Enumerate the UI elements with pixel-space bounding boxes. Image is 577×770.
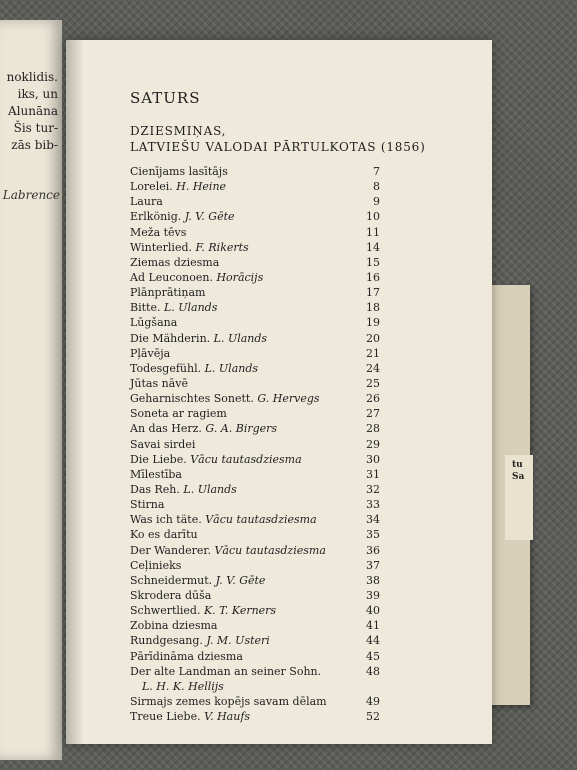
toc-entry-title: Soneta ar ragiem [130, 407, 227, 421]
toc-entry [130, 164, 380, 179]
toc-entry-page-number: 19 [366, 316, 380, 330]
toc-entry [130, 270, 380, 285]
section-title-line-2: LATVIEŠU VALODAI PĀRTULKOTAS (1856) [130, 140, 426, 154]
toc-entry-page-number: 41 [366, 619, 380, 633]
toc-entry [130, 361, 380, 376]
toc-entry-page-number: 29 [366, 437, 380, 451]
toc-entry [130, 633, 380, 648]
toc-entry-page-number: 14 [366, 240, 380, 254]
toc-entry-page-number: 28 [366, 422, 380, 436]
toc-entry-page-number: 10 [366, 210, 380, 224]
toc-entry [130, 391, 380, 406]
toc-entry-title: Pārīdināma dziesma [130, 649, 243, 663]
toc-entry-page-number: 18 [366, 301, 380, 315]
toc-entry-page-number: 15 [366, 255, 380, 269]
left-page-line: noklidis. [6, 70, 58, 84]
toc-entry-author: L. Ulands [204, 361, 259, 375]
toc-entry-page-number: 21 [366, 346, 380, 360]
toc-entry-title: Was ich täte. Vācu tautasdziesma [130, 513, 317, 527]
toc-entry-author: J. V. Gēte [215, 573, 266, 587]
toc-entry-title: Laura [130, 195, 163, 209]
toc-entry-title: Mīlestība [130, 467, 182, 481]
toc-entry-author: K. T. Kerners [203, 604, 277, 618]
toc-entry [130, 300, 380, 315]
toc-entry [130, 240, 380, 255]
toc-entry-author: L. H. K. Hellijs [142, 679, 224, 693]
toc-entry-author: Vācu tautasdziesma [190, 452, 302, 466]
toc-entry-title: Savai sirdei [130, 437, 196, 451]
toc-entry-title: Geharnischtes Sonett. G. Hervegs [130, 392, 320, 406]
book-page [66, 40, 492, 744]
toc-entry [130, 588, 380, 603]
toc-entry [130, 437, 380, 452]
toc-entry [130, 255, 380, 270]
toc-entry-title: Schneidermut. J. V. Gēte [130, 573, 266, 587]
toc-entry-author: H. Heine [176, 180, 227, 194]
toc-entry-author: L. Ulands [163, 301, 218, 315]
toc-entry-page-number: 48 [366, 664, 380, 678]
toc-entry [130, 482, 380, 497]
slip-text: tu [512, 460, 523, 470]
left-page-edge [0, 20, 62, 760]
toc-entry [130, 709, 380, 724]
left-page-line: Šis tur- [13, 121, 58, 135]
slip-text: Sa [512, 472, 525, 482]
toc-entry-author: Vācu tautasdziesma [205, 513, 317, 527]
toc-entry-title: Ad Leuconoen. Horācijs [130, 270, 264, 284]
left-page-line: Alunāna [8, 104, 58, 118]
toc-entry-page-number: 24 [366, 361, 380, 375]
toc-entry-page-number: 30 [366, 452, 380, 466]
toc-entry [130, 346, 380, 361]
toc-entry-page-number: 40 [366, 604, 380, 618]
toc-entry-title: Cienījams lasītājs [130, 165, 228, 178]
toc-entry-page-number: 37 [366, 558, 380, 572]
toc-entry-page-number: 11 [366, 225, 380, 239]
toc-entry-title: Erlkönig. J. V. Gēte [130, 210, 235, 224]
toc-entry [130, 376, 380, 391]
toc-entry [130, 543, 380, 558]
toc-entry-title: Der alte Landman an seiner Sohn. [130, 664, 322, 678]
toc-entry [130, 618, 380, 633]
toc-entry [130, 694, 380, 709]
toc-entry [130, 467, 380, 482]
toc-entry-author: L. Ulands [183, 482, 237, 496]
toc-entry-page-number: 52 [366, 709, 380, 723]
toc-entry [130, 558, 380, 573]
toc-entry [130, 315, 380, 330]
toc-entry [130, 512, 380, 527]
toc-entry-title: Die Liebe. Vācu tautasdziesma [130, 452, 302, 466]
toc-entry-page-number: 35 [366, 528, 380, 542]
left-page-line: zās bib- [11, 138, 58, 152]
toc-entry-title: Bitte. L. Ulands [130, 301, 218, 315]
left-page-signature: Labrence [2, 188, 60, 202]
toc-entry [130, 452, 380, 467]
toc-entry-title: Zobina dziesma [130, 619, 218, 633]
toc-entry [130, 664, 380, 694]
toc-entry [130, 331, 380, 346]
toc-entry [130, 225, 380, 240]
toc-entry-page-number: 17 [366, 286, 380, 300]
section-title [130, 123, 426, 155]
toc-entry-author: Horācijs [216, 270, 264, 284]
toc-entry-title: Treue Liebe. V. Haufs [130, 709, 251, 723]
toc-entry-title: Jūtas nāvē [130, 376, 188, 390]
toc-entry [130, 209, 380, 224]
toc-entry-title: Das Reh. L. Ulands [130, 482, 237, 496]
toc-entry-title: Lūgšana [130, 316, 178, 330]
page-heading: SATURS [130, 89, 201, 107]
toc-entry-title: Schwertlied. K. T. Kerners [130, 604, 277, 618]
toc-entry-page-number: 33 [366, 498, 380, 512]
toc-entry-title: Lorelei. H. Heine [130, 180, 227, 194]
toc-entry-page-number: 36 [366, 543, 380, 557]
toc-entry-author: Vācu tautasdziesma [214, 543, 326, 557]
toc-entry-page-number: 9 [373, 195, 380, 209]
toc-entry-title: Sirmajs zemes kopējs savam dēlam [130, 694, 327, 708]
toc-entry-author: G. Hervegs [257, 392, 320, 406]
toc-entry-title: An das Herz. G. A. Birgers [130, 422, 278, 436]
page-gutter-shadow [66, 40, 84, 744]
toc-entry-title: Todesgefühl. L. Ulands [130, 361, 259, 375]
toc-entry [130, 649, 380, 664]
toc-entry-page-number: 26 [366, 392, 380, 406]
toc-entry-title: Die Mähderin. L. Ulands [130, 331, 268, 345]
toc-entry-page-number: 8 [373, 180, 380, 194]
toc-entry-page-number: 44 [366, 634, 380, 648]
toc-entry-author: J. M. Usteri [206, 634, 270, 648]
toc-entry-page-number: 25 [366, 376, 380, 390]
table-of-contents [130, 164, 380, 724]
toc-entry [130, 497, 380, 512]
toc-entry-author: L. Ulands [213, 331, 268, 345]
toc-entry-page-number: 31 [366, 467, 380, 481]
toc-entry-author: G. A. Birgers [205, 422, 278, 436]
section-title-line-1: DZIESMIŅAS, [130, 124, 227, 138]
toc-entry-author: V. Haufs [204, 709, 251, 723]
toc-entry [130, 527, 380, 542]
toc-entry-page-number: 49 [366, 694, 380, 708]
toc-entry-page-number: 7 [373, 165, 380, 178]
toc-entry [130, 179, 380, 194]
toc-entry-title: Ko es darītu [130, 528, 198, 542]
toc-entry-page-number: 39 [366, 588, 380, 602]
toc-entry [130, 194, 380, 209]
toc-entry [130, 285, 380, 300]
toc-entry-title: Der Wanderer. Vācu tautasdziesma [130, 543, 326, 557]
toc-entry-page-number: 32 [366, 482, 380, 496]
toc-entry-author: J. V. Gēte [184, 210, 235, 224]
toc-entry-author: F. Rikerts [195, 240, 249, 254]
toc-entry [130, 603, 380, 618]
toc-entry-page-number: 27 [366, 407, 380, 421]
toc-entry-title: Ceļinieks [130, 558, 182, 572]
toc-entry-title: Meža tēvs [130, 225, 187, 239]
toc-entry-title: Skroderа dūša [130, 588, 212, 602]
toc-entry-title: Plānprātiņam [130, 286, 206, 300]
toc-entry [130, 421, 380, 436]
toc-entry-page-number: 20 [366, 331, 380, 345]
toc-entry-title: Stirna [130, 498, 165, 512]
toc-entry-title: Ziemas dziesma [130, 255, 220, 269]
toc-entry [130, 406, 380, 421]
toc-entry-title: Winterlied. F. Rikerts [130, 240, 249, 254]
toc-entry-page-number: 38 [366, 573, 380, 587]
toc-entry-title: Pļāvēja [130, 346, 171, 360]
left-page-line: iks, un [17, 87, 58, 101]
toc-entry-title: Rundgesang. J. M. Usteri [130, 634, 270, 648]
toc-entry-page-number: 34 [366, 513, 380, 527]
toc-entry-page-number: 16 [366, 270, 380, 284]
toc-entry [130, 573, 380, 588]
toc-entry-page-number: 45 [366, 649, 380, 663]
